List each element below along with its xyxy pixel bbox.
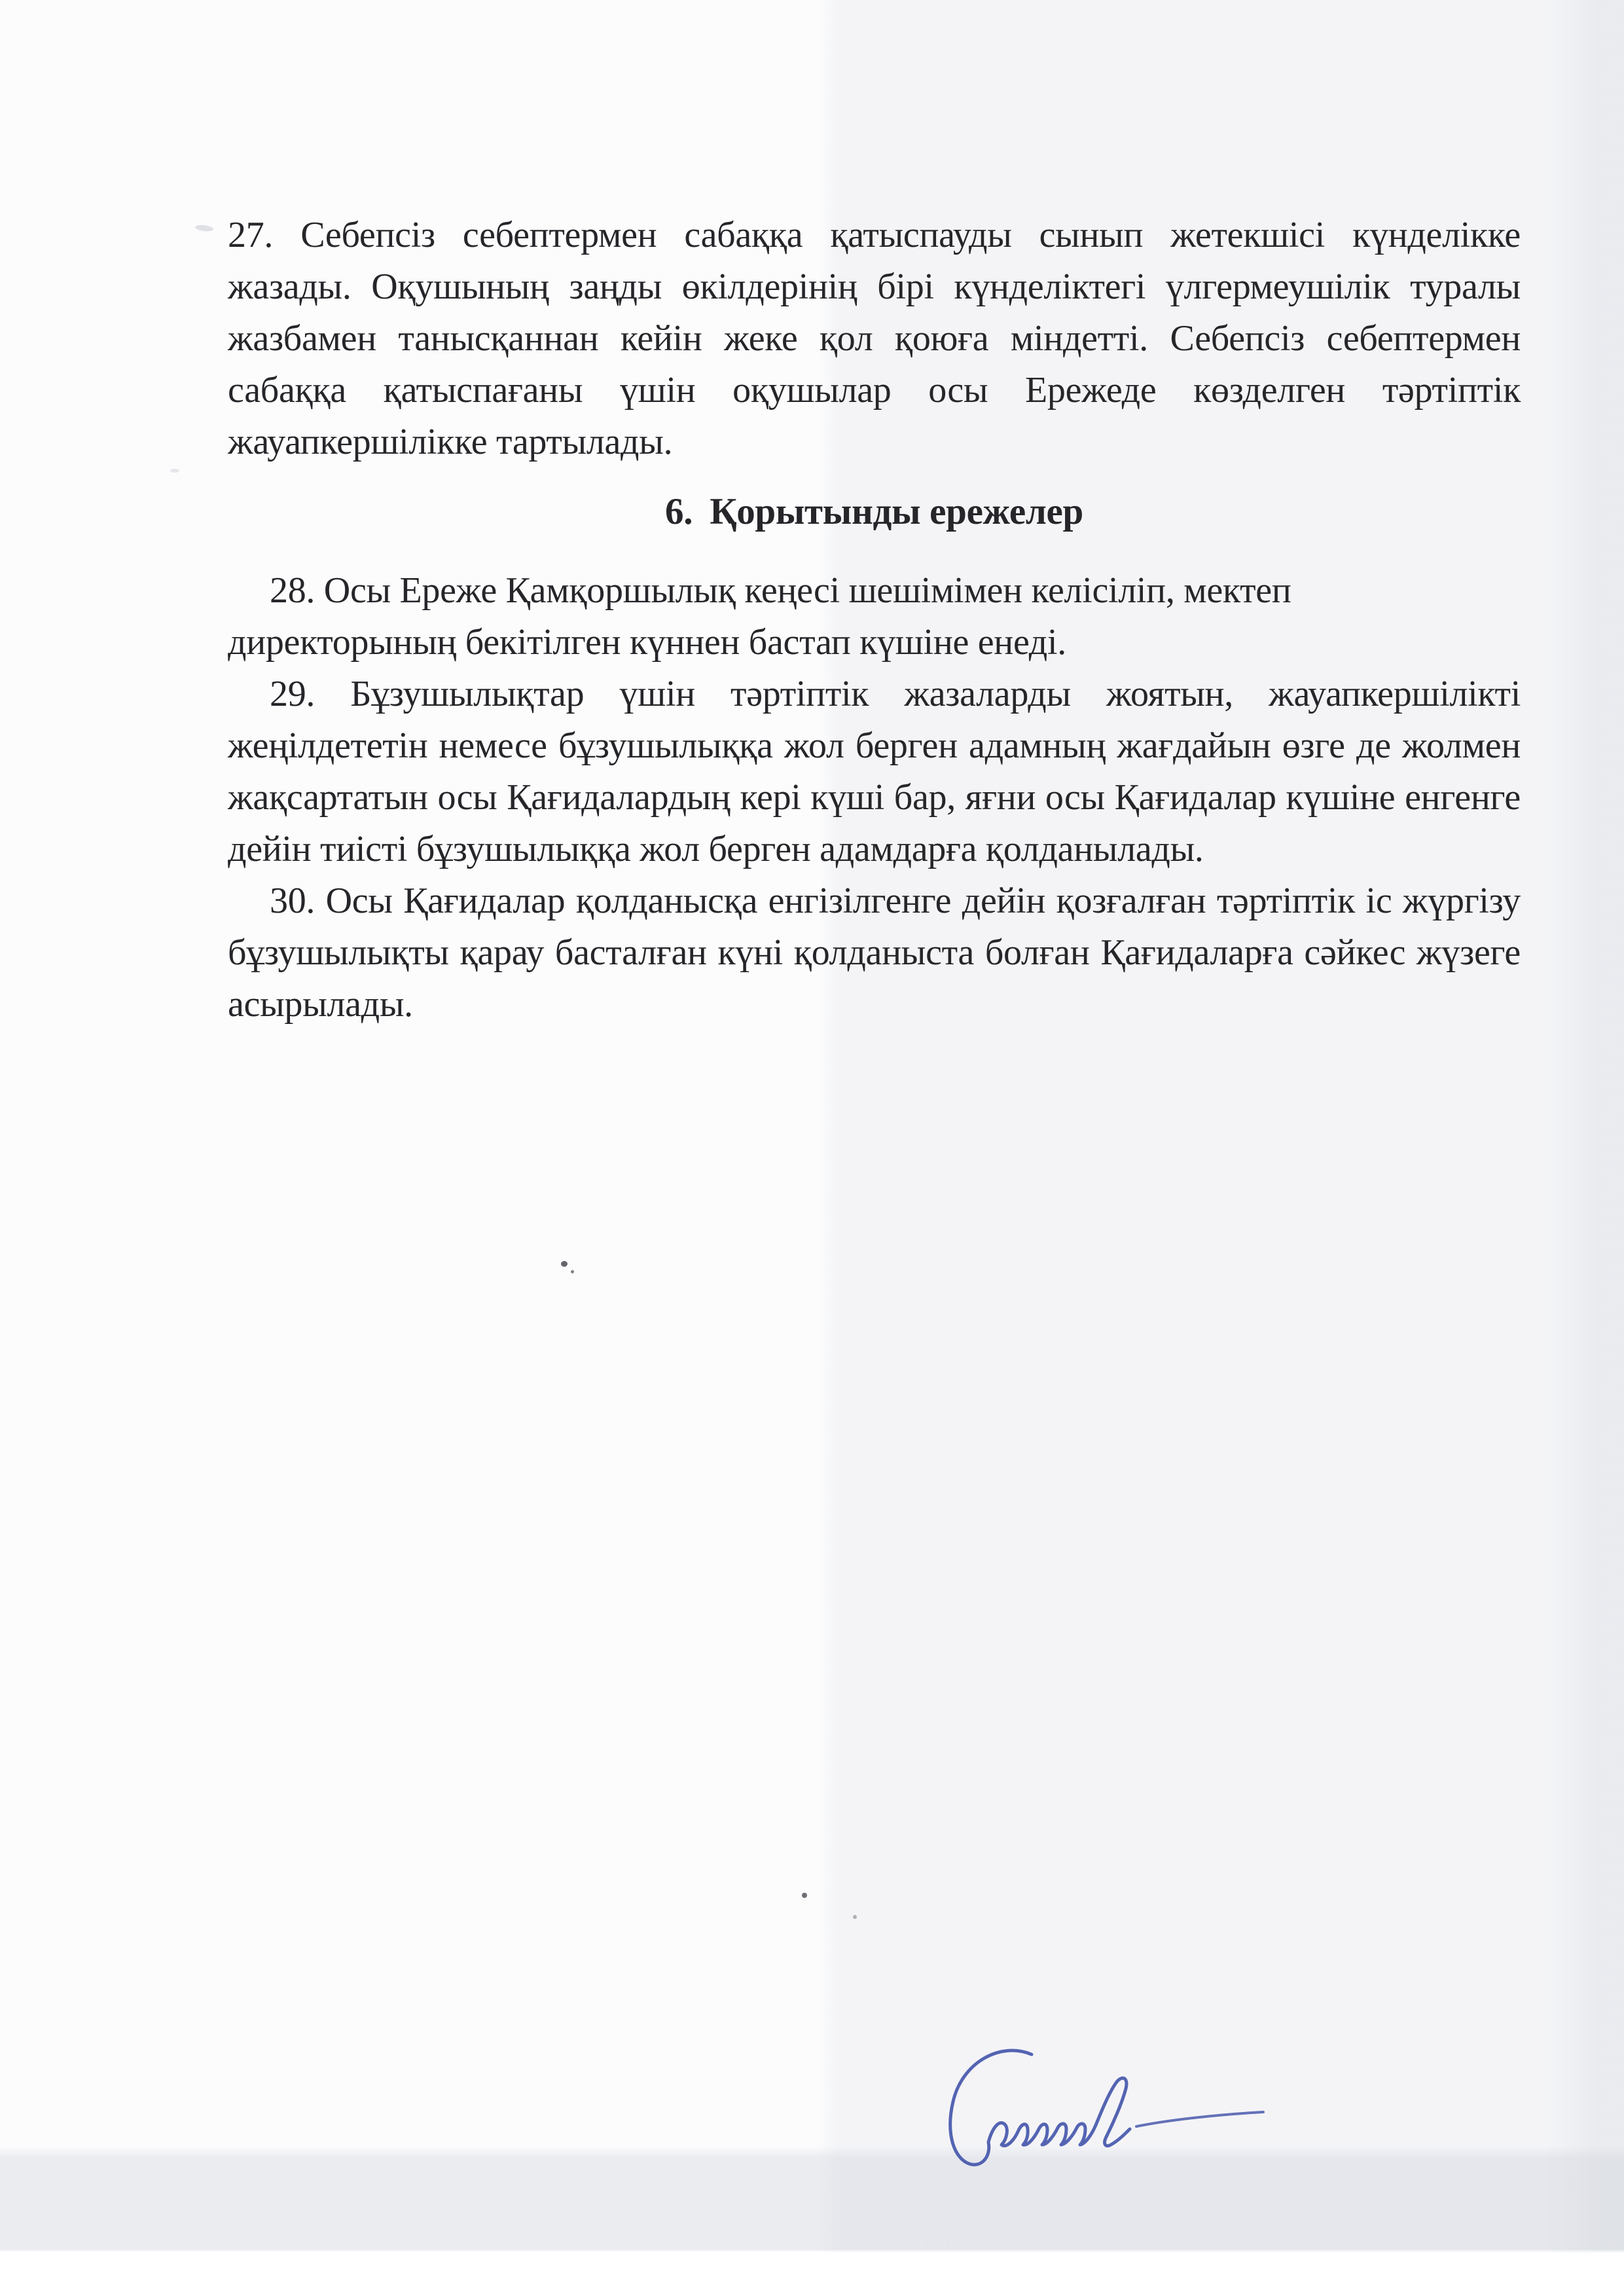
signature-main-stroke [950, 2050, 1130, 2164]
ink-speck [571, 1270, 574, 1273]
paragraph-27: 27. Себепсіз себептермен сабаққа қатыспауды сынып жетекшісі күнделікке жазады. Оқушының заңды өкілдерінің бірі күнделіктегі үлгермеушілік туралы жазбамен танысқаннан кейін жеке қол қоюға міндетті. Себепсіз себептермен сабаққа қатыспағаны үшін оқушылар осы Ережеде көзделген тәртіптік жауапкершілікке тартылады. [228, 215, 1521, 462]
section-heading [228, 492, 1521, 532]
scan-smudge [170, 469, 179, 473]
section-heading-number: 6. [665, 491, 693, 532]
ink-speck [802, 1893, 807, 1898]
section-heading-title: Қорытынды ережелер [710, 491, 1083, 532]
scan-smudge [195, 224, 214, 232]
signature-tail-dash [1136, 2112, 1263, 2126]
paragraph-30: 30. Осы Қағидалар қолданысқа енгізілгенге дейін қозғалған тәртіптік іс жүргізу бұзушылықты қарау басталған күні қолданыста болған Қағидаларға сәйкес жүзеге асырылады. [228, 881, 1521, 1025]
ink-speck [561, 1261, 568, 1267]
signature-svg [928, 2024, 1295, 2181]
paragraph-28: 28. Осы Ереже Қамқоршылық кеңесі шешімімен келісіліп, мектеп директорының бекітілген күннен бастап күшіне енеді. [228, 570, 1291, 663]
text-block [228, 210, 1521, 1030]
ink-speck [853, 1915, 857, 1919]
handwritten-signature [928, 2024, 1295, 2181]
paragraph-29: 29. Бұзушылықтар үшін тәртіптік жазаларды жоятын, жауапкершілікті жеңілдететін немесе бұзушылыққа жол берген адамның жағдайын өзге де жолмен жақсартатын осы Қағидалардың кері күші бар, яғни осы Қағидалар күшіне енгенге дейін тиісті бұзушылыққа жол берген адамдарға қолданылады. [228, 674, 1521, 869]
